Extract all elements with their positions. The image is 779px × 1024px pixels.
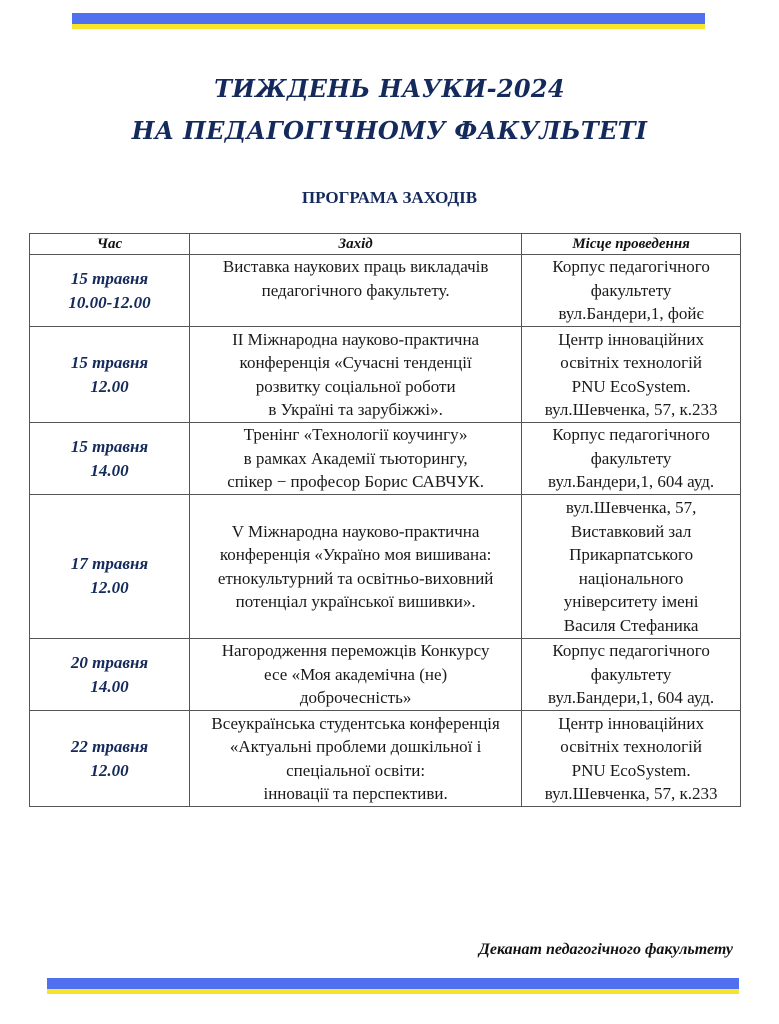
place-line: національного <box>578 568 684 588</box>
place-line: вул.Шевченка, 57, <box>565 498 697 517</box>
page-title-line2: НА ПЕДАГОГІЧНОМУ ФАКУЛЬТЕТІ <box>131 116 648 145</box>
place-line: Прикарпатського <box>569 545 694 564</box>
place-line: Корпус педагогічного <box>552 425 710 445</box>
place-line: вул.Шевченка, 57, к.233 <box>544 400 718 419</box>
event-time: 12.00 <box>90 760 129 780</box>
time-cell <box>30 255 190 327</box>
event-cell <box>190 327 522 423</box>
event-line: Всеукраїнська студентська конференція <box>211 713 500 733</box>
header-event: Захід <box>190 234 522 255</box>
place-line: Корпус педагогічного <box>552 257 710 277</box>
event-line: «Актуальні проблеми дошкільної і <box>229 737 482 756</box>
program-table <box>29 233 741 807</box>
place-line: вул.Бандери,1, 604 ауд. <box>548 688 715 708</box>
place-line: вул.Бандери,1, 604 ауд. <box>548 472 715 492</box>
place-cell <box>522 711 741 807</box>
event-time: 12.00 <box>90 376 129 396</box>
event-cell <box>190 711 522 807</box>
table-row <box>30 423 741 495</box>
event-date: 20 травня <box>70 653 149 672</box>
event-line: Нагородження переможців Конкурсу <box>221 641 490 661</box>
event-cell <box>190 495 522 639</box>
place-line: PNU EcoSystem. <box>571 760 691 780</box>
place-line: факультету <box>590 664 672 684</box>
place-cell <box>522 639 741 711</box>
place-line: Василя Стефаника <box>563 615 699 635</box>
event-line: есе «Моя академічна (не) <box>264 664 448 684</box>
event-line: розвитку соціальної роботи <box>255 376 456 396</box>
flag-yellow-band <box>72 24 705 29</box>
place-cell <box>522 255 741 327</box>
time-cell <box>30 327 190 423</box>
event-time: 12.00 <box>90 577 129 597</box>
table-row <box>30 495 741 639</box>
place-line: освітніх технологій <box>560 737 702 756</box>
place-cell <box>522 327 741 423</box>
time-cell <box>30 423 190 495</box>
header-place: Місце проведення <box>522 234 741 255</box>
table-row <box>30 639 741 711</box>
place-line: освітніх технологій <box>560 353 702 372</box>
time-cell <box>30 495 190 639</box>
event-line: потенціал української вишивки». <box>235 592 476 611</box>
event-line: спікер − професор Борис САВЧУК. <box>227 472 485 492</box>
event-date: 22 травня <box>70 737 149 756</box>
flag-blue-band <box>72 13 705 24</box>
table-row <box>30 327 741 423</box>
dean-office-signature: Деканат педагогічного факультету <box>478 941 733 958</box>
event-line: Тренінг «Технології коучингу» <box>243 425 468 445</box>
event-line: Виставка наукових праць викладачів <box>222 257 489 276</box>
table-row <box>30 711 741 807</box>
event-line: інновації та перспективи. <box>263 784 448 803</box>
event-time: 14.00 <box>90 460 129 480</box>
event-line: спеціальної освіти: <box>286 760 426 780</box>
event-line: конференція «Сучасні тенденції <box>239 353 472 372</box>
place-line: Корпус педагогічного <box>552 641 710 661</box>
place-line: факультету <box>590 280 672 300</box>
place-line: вул.Шевченка, 57, к.233 <box>544 784 718 803</box>
event-time: 14.00 <box>90 676 129 696</box>
event-line: етнокультурний та освітньо-виховний <box>217 568 494 588</box>
event-line: V Міжнародна науково-практична <box>231 521 480 541</box>
event-date: 15 травня <box>70 437 149 456</box>
event-line: в Україні та зарубіжжі». <box>268 400 443 419</box>
program-subtitle: ПРОГРАМА ЗАХОДІВ <box>301 188 478 207</box>
place-line: університету імені <box>563 592 699 611</box>
time-cell <box>30 639 190 711</box>
place-line: PNU EcoSystem. <box>571 376 691 396</box>
time-cell <box>30 711 190 807</box>
table-row <box>30 255 741 327</box>
event-line: в рамках Академії тьюторингу, <box>243 448 468 468</box>
event-cell <box>190 255 522 327</box>
ukraine-flag-stripe-bottom <box>47 978 739 994</box>
event-cell <box>190 639 522 711</box>
event-date: 15 травня <box>70 269 149 288</box>
place-cell <box>522 495 741 639</box>
event-date: 17 травня <box>70 554 149 573</box>
flag-blue-band <box>47 978 739 989</box>
event-line: конференція «Україно моя вишивана: <box>219 545 492 564</box>
page-title-line1: ТИЖДЕНЬ НАУКИ-2024 <box>214 74 565 103</box>
place-cell <box>522 423 741 495</box>
event-line: педагогічного факультету. <box>261 280 450 300</box>
event-line: ІІ Міжнародна науково-практична <box>232 329 480 349</box>
event-line: доброчесність» <box>299 688 412 708</box>
event-cell <box>190 423 522 495</box>
place-line: вул.Бандери,1, фойє <box>558 304 704 324</box>
place-line: Виставковий зал <box>570 521 692 541</box>
table-header-row <box>30 234 741 255</box>
place-line: Центр інноваційних <box>558 713 704 733</box>
ukraine-flag-stripe-top <box>72 13 705 29</box>
flag-yellow-band <box>47 989 739 994</box>
event-time: 10.00-12.00 <box>68 292 151 312</box>
place-line: Центр інноваційних <box>558 329 704 349</box>
place-line: факультету <box>590 448 672 468</box>
header-time: Час <box>30 234 190 255</box>
event-date: 15 травня <box>70 353 149 372</box>
